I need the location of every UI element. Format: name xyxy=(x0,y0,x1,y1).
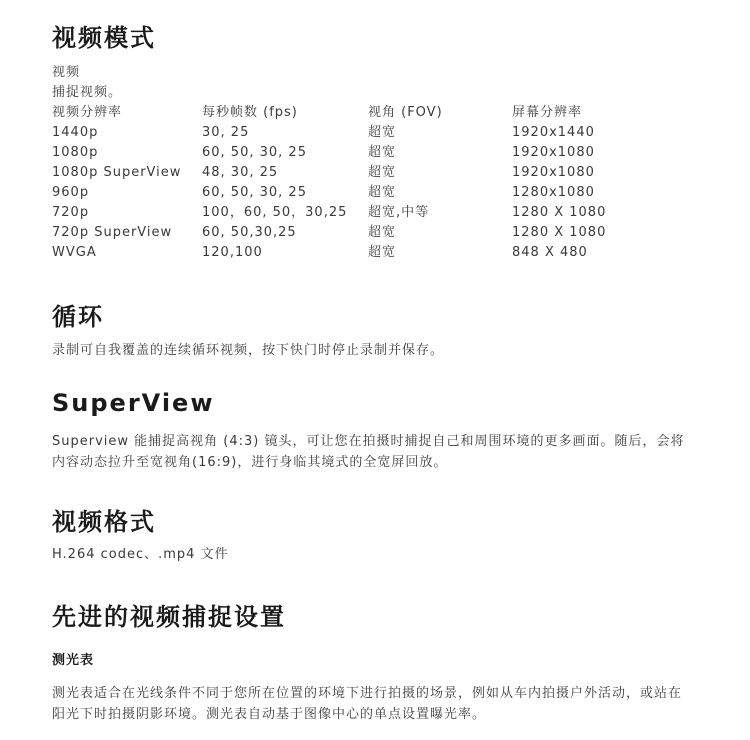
cell-fps: 100，60, 50，30,25 xyxy=(202,205,348,220)
video-mode-label: 视频 xyxy=(52,65,81,80)
metering-description: 测光表适合在光线条件不同于您所在位置的环境下进行拍摄的场景，例如从车内拍摄户外活动，或站在阳光下时拍摄阴影环境。测光表自动基于图像中心的单点设置曝光率。 xyxy=(52,686,683,722)
superview-description: Superview 能捕捉高视角 (4:3) 镜头，可让您在拍摄时捕捉自己和周围环境的更多画面。随后，会将内容动态拉升至宽视角(16:9)，进行身临其境式的全宽屏回放。 xyxy=(52,434,685,470)
cell-fps: 48, 30, 25 xyxy=(202,165,279,180)
cell-screen-resolution: 1920x1440 xyxy=(512,125,595,140)
cell-resolution: 1080p SuperView xyxy=(52,165,182,180)
cell-fov: 超宽 xyxy=(368,145,397,160)
video-mode-heading: 视频模式 xyxy=(52,24,156,52)
cell-fps: 60, 50,30,25 xyxy=(202,225,297,240)
loop-description: 录制可自我覆盖的连续循环视频，按下快门时停止录制并保存。 xyxy=(52,343,445,358)
cell-resolution: 1440p xyxy=(52,125,99,140)
cell-resolution: 960p xyxy=(52,185,90,200)
cell-fps: 60, 50, 30, 25 xyxy=(202,185,307,200)
cell-fps: 120,100 xyxy=(202,245,263,260)
loop-heading: 循环 xyxy=(52,303,104,331)
cell-resolution: 1080p xyxy=(52,145,99,160)
advanced-settings-heading: 先进的视频捕捉设置 xyxy=(52,603,286,631)
cell-resolution: 720p xyxy=(52,205,90,220)
cell-screen-resolution: 1280 X 1080 xyxy=(512,225,607,240)
cell-screen-resolution: 1280 X 1080 xyxy=(512,205,607,220)
header-fov: 视角 (FOV) xyxy=(368,105,443,120)
header-screen-resolution: 屏幕分辨率 xyxy=(512,105,583,120)
cell-fov: 超宽 xyxy=(368,165,397,180)
header-video-resolution: 视频分辨率 xyxy=(52,105,123,120)
cell-screen-resolution: 848 X 480 xyxy=(512,245,588,260)
video-mode-description: 捕捉视频。 xyxy=(52,85,123,100)
video-format-heading: 视频格式 xyxy=(52,508,156,536)
metering-subheading: 测光表 xyxy=(52,653,95,668)
cell-screen-resolution: 1280x1080 xyxy=(512,185,595,200)
video-format-description: H.264 codec、.mp4 文件 xyxy=(52,547,229,562)
cell-fov: 超宽 xyxy=(368,185,397,200)
cell-fps: 60, 50, 30, 25 xyxy=(202,145,307,160)
cell-screen-resolution: 1920x1080 xyxy=(512,145,595,160)
cell-fov: 超宽,中等 xyxy=(368,205,430,220)
superview-heading: SuperView xyxy=(52,389,215,417)
cell-fov: 超宽 xyxy=(368,225,397,240)
cell-resolution: WVGA xyxy=(52,245,97,260)
cell-fov: 超宽 xyxy=(368,125,397,140)
cell-screen-resolution: 1920x1080 xyxy=(512,165,595,180)
header-fps: 每秒帧数 (fps) xyxy=(202,105,298,120)
cell-fps: 30, 25 xyxy=(202,125,250,140)
cell-fov: 超宽 xyxy=(368,245,397,260)
cell-resolution: 720p SuperView xyxy=(52,225,173,240)
